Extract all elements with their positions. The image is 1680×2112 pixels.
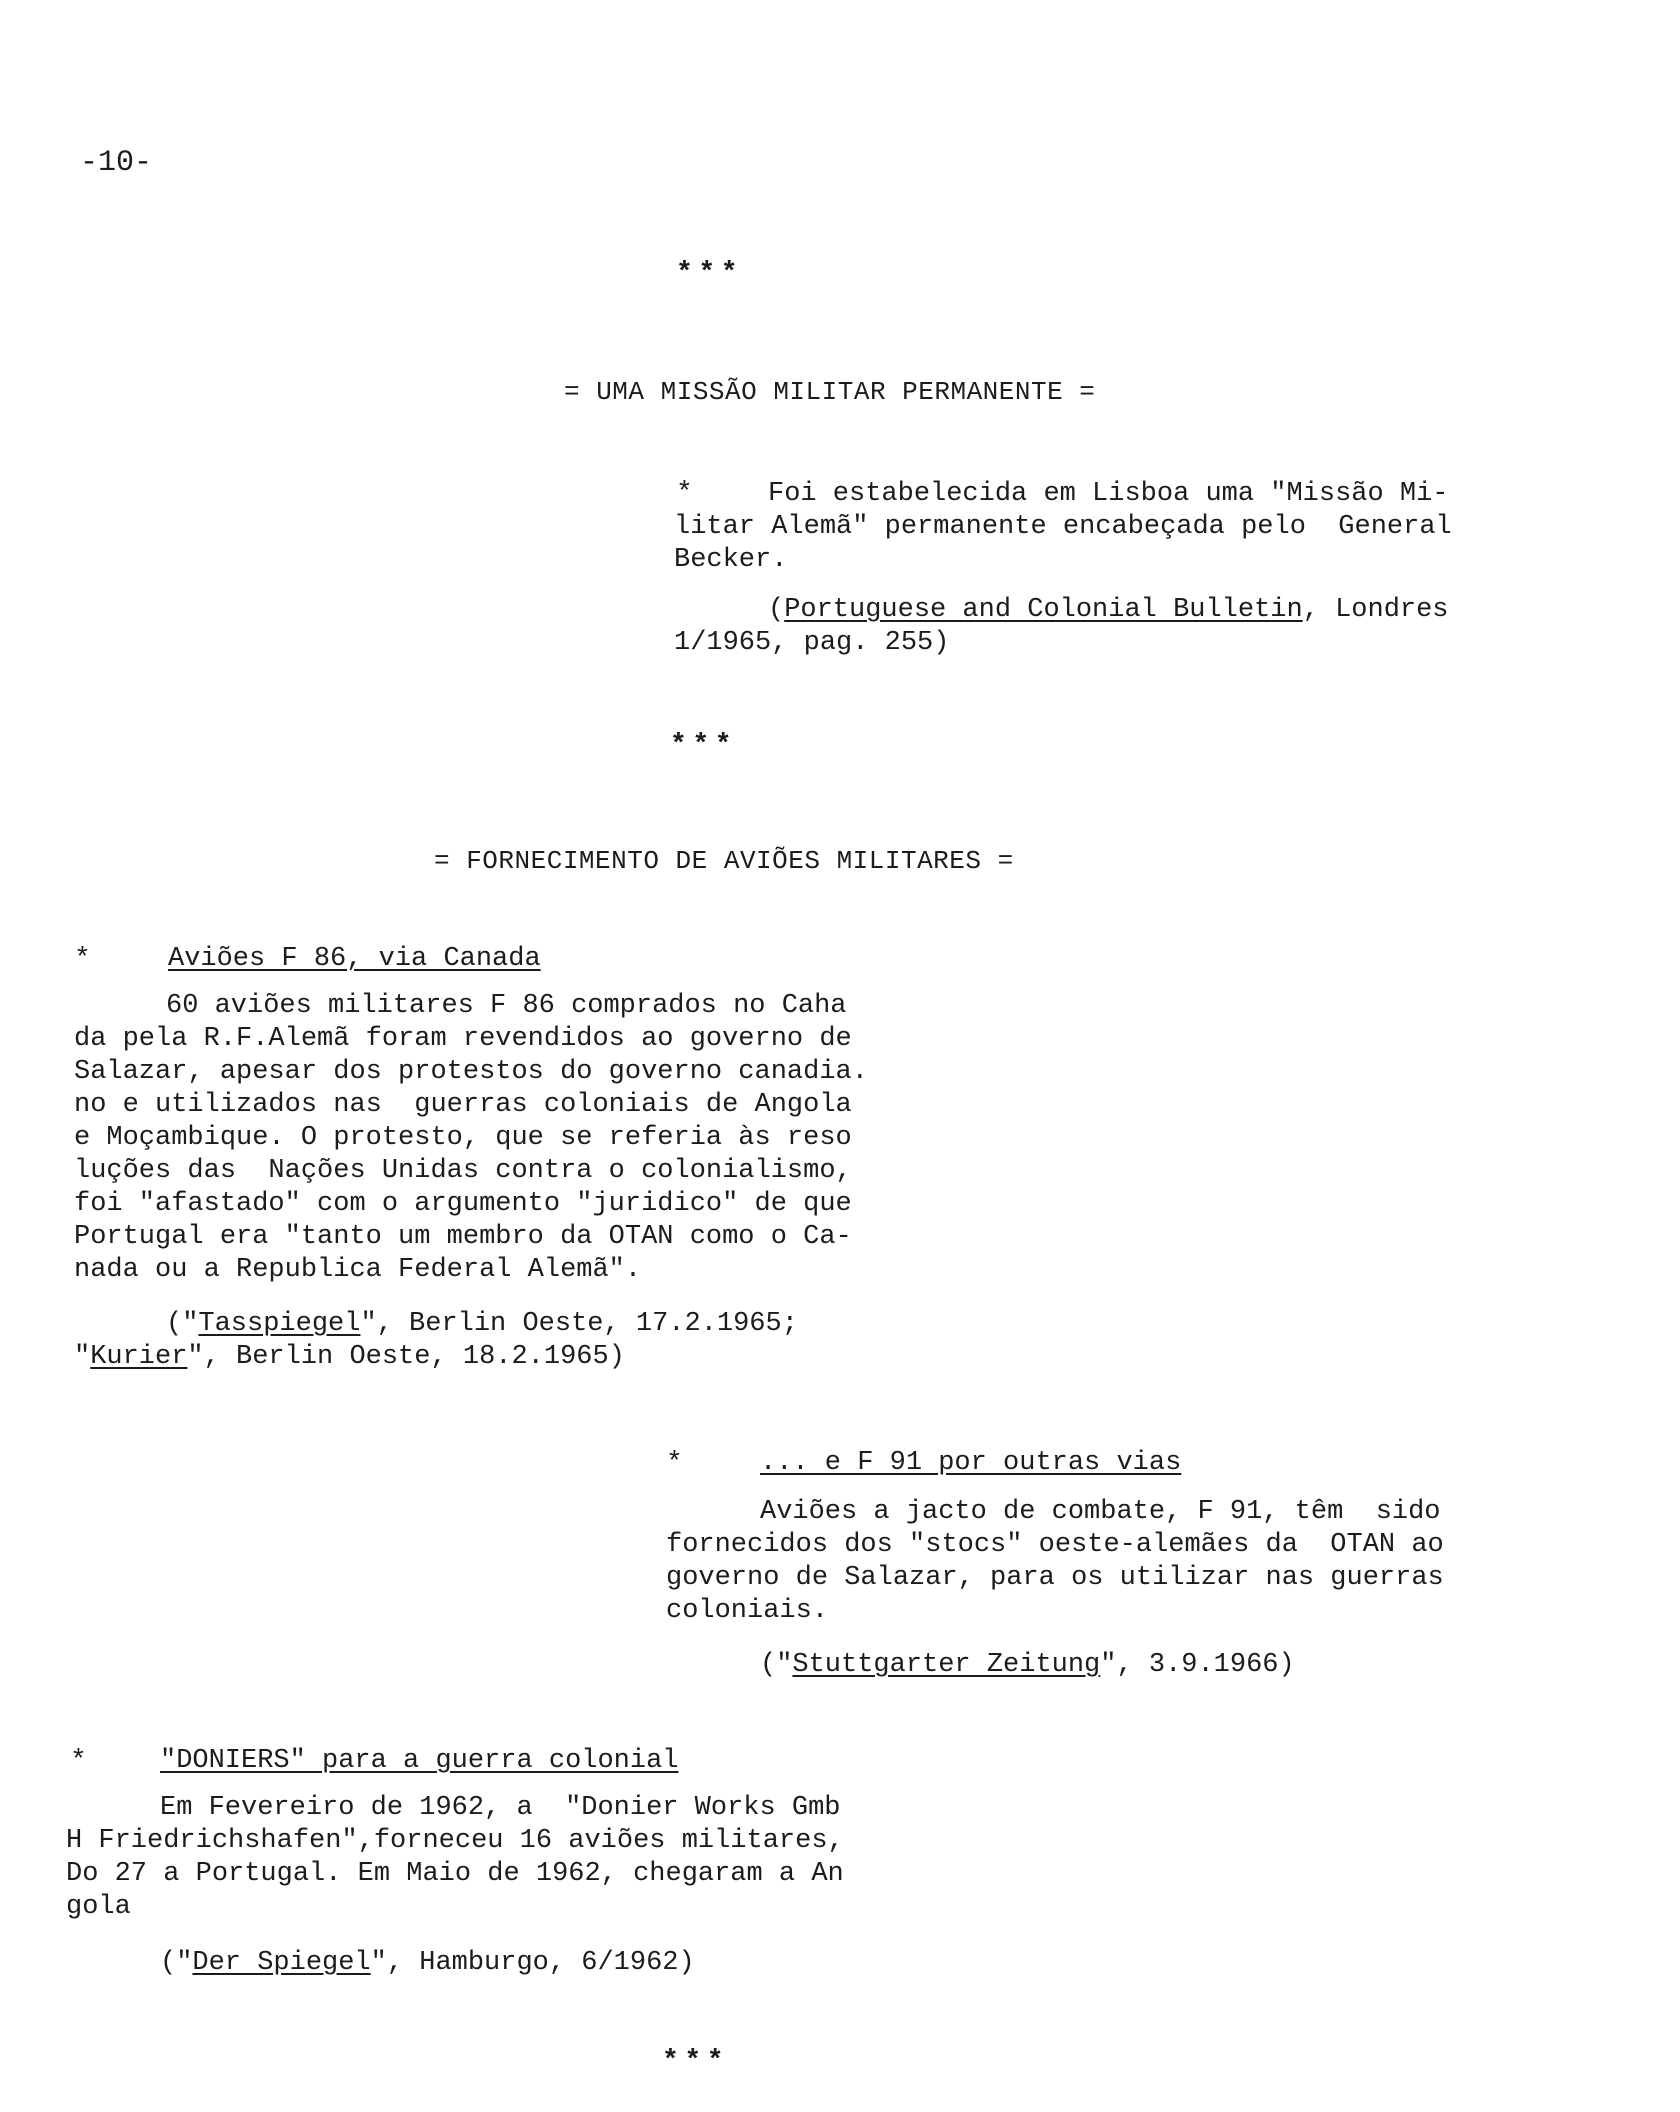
citation-source: Portuguese and Colonial Bulletin — [784, 595, 1303, 625]
text-line: Aviões a jacto de combate, F 91, têm sido — [760, 1497, 1441, 1527]
separator-stars: * * * — [676, 258, 738, 289]
citation-source: Kurier — [90, 1342, 188, 1372]
citation-line: ("Tasspiegel", Berlin Oeste, 17.2.1965; — [166, 1309, 798, 1339]
citation-line: (Portuguese and Colonial Bulletin, Londres — [768, 595, 1449, 625]
section-heading-missao: = UMA MISSÃO MILITAR PERMANENTE = — [564, 377, 1096, 407]
text-line: luções das Nações Unidas contra o colonialismo, — [74, 1156, 852, 1186]
bullet-asterisk: * — [74, 944, 91, 975]
citation-line: 1/1965, pag. 255) — [674, 628, 950, 658]
text-line: coloniais. — [666, 1596, 829, 1626]
text-line: Foi estabelecida em Lisboa uma "Missão Mi- — [768, 479, 1449, 509]
text-line: da pela R.F.Alemã foram revendidos ao governo de — [74, 1024, 852, 1054]
text-line: governo de Salazar, para os utilizar nas guerras — [666, 1563, 1444, 1593]
text-line: litar Alemã" permanente encabeçada pelo General — [674, 512, 1452, 542]
bullet-asterisk: * — [676, 478, 693, 509]
f91-paragraph — [666, 1496, 1444, 1628]
text-line: foi "afastado" com o argumento "juridico" de que — [74, 1189, 852, 1219]
text-line: Do 27 a Portugal. Em Maio de 1962, chegaram a An — [66, 1859, 844, 1889]
citation-source: Der Spiegel — [192, 1948, 371, 1978]
bullet-asterisk: * — [70, 1746, 87, 1777]
page-number: -10- — [80, 146, 153, 180]
section-heading-fornecimento: = FORNECIMENTO DE AVIÕES MILITARES = — [434, 846, 1014, 876]
separator-stars: * * * — [670, 730, 732, 761]
item-title-f86: Aviões F 86, via Canada — [168, 944, 541, 974]
citation-source: Tasspiegel — [198, 1309, 361, 1339]
text-line: nada ou a Republica Federal Alemã". — [74, 1255, 642, 1285]
text-line: e Moçambique. O protesto, que se referia às reso — [74, 1123, 852, 1153]
f86-paragraph — [74, 990, 868, 1287]
text-line: fornecidos dos "stocs" oeste-alemães da OTAN ao — [666, 1530, 1444, 1560]
f86-citation — [74, 1308, 798, 1374]
text-line: Em Fevereiro de 1962, a "Donier Works Gmb — [160, 1793, 841, 1823]
doniers-paragraph — [66, 1792, 844, 1924]
bullet-asterisk: * — [666, 1448, 683, 1479]
f91-citation: ("Stuttgarter Zeitung", 3.9.1966) — [760, 1650, 1295, 1680]
text-line: Salazar, apesar dos protestos do governo canadia. — [74, 1057, 868, 1087]
text-line: H Friedrichshafen",forneceu 16 aviões militares, — [66, 1826, 844, 1856]
doniers-citation: ("Der Spiegel", Hamburgo, 6/1962) — [160, 1948, 695, 1978]
text-line: Portugal era "tanto um membro da OTAN como o Ca- — [74, 1222, 852, 1252]
citation-source: Stuttgarter Zeitung — [792, 1650, 1101, 1680]
missao-citation — [674, 594, 1449, 660]
text-line: Becker. — [674, 545, 788, 575]
missao-paragraph — [674, 478, 1452, 577]
separator-stars: * * * — [662, 2046, 724, 2077]
item-title-doniers: "DONIERS" para a guerra colonial — [160, 1746, 679, 1776]
text-line: 60 aviões militares F 86 comprados no Caha — [166, 991, 847, 1021]
text-line: gola — [66, 1892, 131, 1922]
citation-line: "Kurier", Berlin Oeste, 18.2.1965) — [74, 1342, 625, 1372]
text-line: no e utilizados nas guerras coloniais de Angola — [74, 1090, 852, 1120]
item-title-f91: ... e F 91 por outras vias — [760, 1448, 1182, 1478]
